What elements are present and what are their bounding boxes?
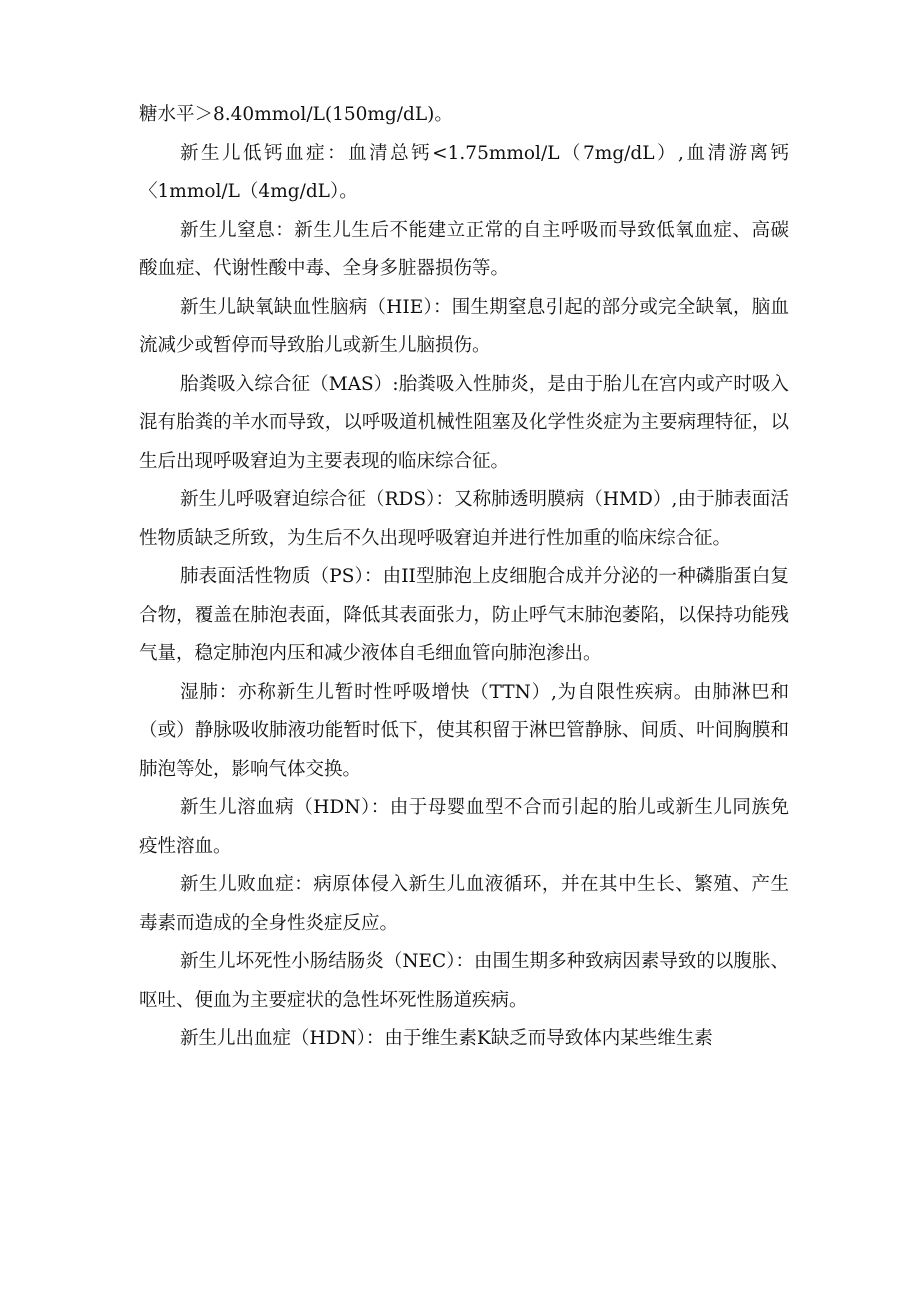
paragraph-hypocalcemia: 新生儿低钙血症：血清总钙<1.75mmol/L（7mg/dL）,血清游离钙〈1mmol/L（4mg/dL）。 (139, 142, 789, 202)
paragraph-hie: 新生儿缺氧缺血性脑病（HIE）：围生期窒息引起的部分或完全缺氧，脑血流减少或暂停而导致胎儿或新生儿脑损伤。 (139, 296, 789, 356)
paragraph-mas: 胎粪吸入综合征（MAS）:胎粪吸入性肺炎，是由于胎儿在宫内或产时吸入混有胎粪的羊水而导致，以呼吸道机械性阻塞及化学性炎症为主要病理特征，以生后出现呼吸窘迫为主要表现的临床综合征。 (139, 373, 789, 472)
paragraph-sepsis: 新生儿败血症：病原体侵入新生儿血液循环，并在其中生长、繁殖、产生毒素而造成的全身性炎症反应。 (139, 874, 789, 934)
paragraph-hemolytic-disease: 新生儿溶血病（HDN）：由于母婴血型不合而引起的胎儿或新生儿同族免疫性溶血。 (139, 797, 789, 857)
paragraph-surfactant: 肺表面活性物质（PS）：由II型肺泡上皮细胞合成并分泌的一种磷脂蛋白复合物，覆盖在肺泡表面，降低其表面张力，防止呼气末肺泡萎陷，以保持功能残气量，稳定肺泡内压和减少液体自毛细血管向肺泡渗出。 (139, 566, 789, 664)
paragraph-asphyxia: 新生儿窒息：新生儿生后不能建立正常的自主呼吸而导致低氧血症、高碳酸血症、代谢性酸中毒、全身多脏器损伤等。 (139, 219, 789, 279)
paragraph-rds: 新生儿呼吸窘迫综合征（RDS）：又称肺透明膜病（HMD）,由于肺表面活性物质缺乏所致，为生后不久出现呼吸窘迫并进行性加重的临床综合征。 (139, 489, 789, 549)
paragraph-ttn: 湿肺：亦称新生儿暂时性呼吸增快（TTN）,为自限性疾病。由肺淋巴和（或）静脉吸收肺液功能暂时低下，使其积留于淋巴管静脉、间质、叶间胸膜和肺泡等处，影响气体交换。 (139, 681, 789, 780)
paragraph-hyperglycemia-tail: 糖水平＞8.40mmol/L(150mg/dL)。 (139, 104, 453, 125)
document-body (139, 96, 789, 1059)
paragraph-hemorrhagic-disease: 新生儿出血症（HDN）：由于维生素K缺乏而导致体内某些维生素 (180, 1028, 713, 1049)
paragraph-nec: 新生儿坏死性小肠结肠炎（NEC）：由围生期多种致病因素导致的以腹胀、呕吐、便血为主要症状的急性坏死性肠道疾病。 (139, 951, 789, 1011)
